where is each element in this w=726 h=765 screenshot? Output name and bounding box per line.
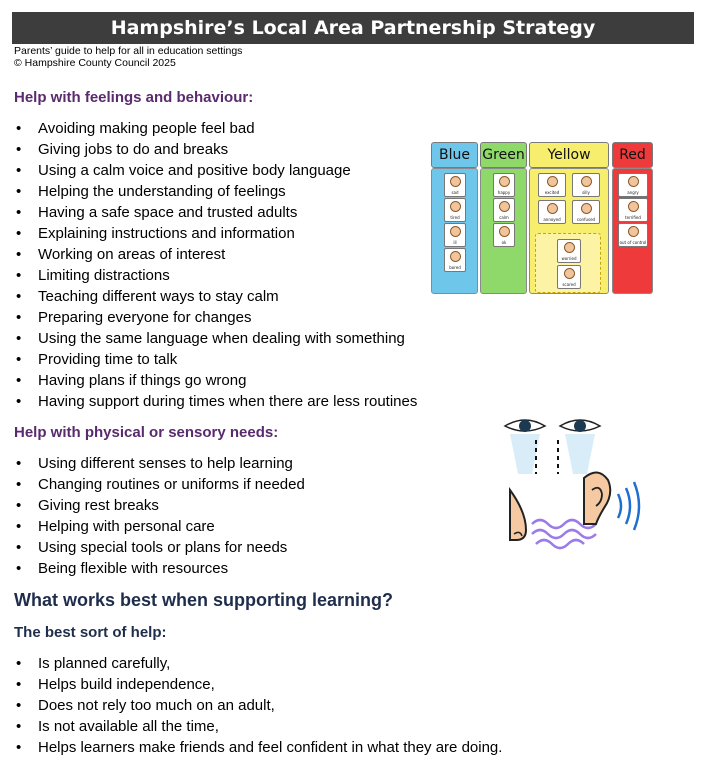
emotion-label: angry [627, 190, 639, 195]
zone-green-header: Green [480, 142, 527, 168]
zone-red-column [612, 142, 653, 294]
face-icon [499, 226, 510, 237]
emotion-label: happy [497, 190, 511, 195]
emotion-label: ill [453, 240, 457, 245]
face-icon [628, 201, 639, 212]
list-item: • Changing routines or uniforms if needed [14, 474, 305, 495]
ear-icon [584, 472, 639, 530]
yellow-subzone [535, 233, 601, 293]
emotion-card [444, 248, 466, 272]
emotion-label: bored [449, 265, 461, 270]
face-icon [499, 201, 510, 212]
emotion-card [444, 223, 466, 247]
emotion-card [493, 198, 515, 222]
list-item: • Using special tools or plans for needs [14, 537, 305, 558]
emotion-card [557, 239, 581, 263]
list-item: • Limiting distractions [14, 265, 417, 286]
emotion-card [444, 198, 466, 222]
emotion-label: out of control [619, 240, 647, 245]
emotion-card [618, 223, 648, 247]
emotion-card [493, 223, 515, 247]
emotion-label: excited [544, 190, 560, 195]
emotion-label: calm [499, 215, 509, 220]
subtitle: Parents’ guide to help for all in education settings [14, 45, 243, 57]
emotion-card [618, 173, 648, 197]
emotion-label: confused [576, 217, 596, 222]
emotion-label: annoyed [543, 217, 561, 222]
emotion-card [572, 200, 600, 224]
face-icon [450, 176, 461, 187]
emotion-label: scared [562, 282, 576, 287]
face-icon [450, 201, 461, 212]
emotion-card [538, 200, 566, 224]
emotion-label: silly [582, 190, 590, 195]
feelings-list [14, 118, 417, 412]
list-item: • Using a calm voice and positive body language [14, 160, 417, 181]
eyes-icon [505, 420, 600, 474]
emotion-card [538, 173, 566, 197]
zone-red-header: Red [612, 142, 653, 168]
face-icon [564, 268, 575, 279]
list-item: • Being flexible with resources [14, 558, 305, 579]
list-item: • Giving jobs to do and breaks [14, 139, 417, 160]
face-icon [450, 251, 461, 262]
face-icon [450, 226, 461, 237]
list-item: • Helps learners make friends and feel confident in what they are doing. [14, 737, 502, 758]
zone-green-column [480, 142, 527, 294]
emotion-label: tired [450, 215, 460, 220]
emotion-label: worried [561, 256, 577, 261]
feelings-heading: Help with feelings and behaviour: [14, 89, 254, 106]
emotion-card [618, 198, 648, 222]
emotion-label: terrified [625, 215, 641, 220]
page-banner-title: Hampshire’s Local Area Partnership Strategy [12, 12, 694, 44]
face-icon [581, 176, 592, 187]
list-item: • Using the same language when dealing with something [14, 328, 417, 349]
zone-yellow-header: Yellow [529, 142, 609, 168]
list-item: • Avoiding making people feel bad [14, 118, 417, 139]
emotion-card [493, 173, 515, 197]
learning-list [14, 653, 502, 758]
zone-blue-header: Blue [431, 142, 478, 168]
list-item: • Is planned carefully, [14, 653, 502, 674]
senses-illustration [500, 412, 650, 562]
sensory-list [14, 453, 305, 579]
list-item: • Explaining instructions and information [14, 223, 417, 244]
zone-red-body [612, 168, 653, 294]
list-item: • Having a safe space and trusted adults [14, 202, 417, 223]
emotion-card [444, 173, 466, 197]
list-item: • Is not available all the time, [14, 716, 502, 737]
face-icon [547, 203, 558, 214]
zone-blue-column [431, 142, 478, 294]
list-item: • Having support during times when there are less routines [14, 391, 417, 412]
copyright: © Hampshire County Council 2025 [14, 57, 176, 69]
list-item: • Helps build independence, [14, 674, 502, 695]
face-icon [581, 203, 592, 214]
list-item: • Working on areas of interest [14, 244, 417, 265]
zone-yellow-column [529, 142, 609, 294]
emotion-card [572, 173, 600, 197]
list-item: • Giving rest breaks [14, 495, 305, 516]
list-item: • Using different senses to help learning [14, 453, 305, 474]
emotion-card [557, 265, 581, 289]
list-item: • Providing time to talk [14, 349, 417, 370]
face-icon [628, 226, 639, 237]
face-icon [564, 242, 575, 253]
emotion-label: sad [451, 190, 459, 195]
list-item: • Helping with personal care [14, 516, 305, 537]
list-item: • Teaching different ways to stay calm [14, 286, 417, 307]
sensory-heading: Help with physical or sensory needs: [14, 424, 279, 441]
list-item: • Having plans if things go wrong [14, 370, 417, 391]
face-icon [628, 176, 639, 187]
list-item: • Preparing everyone for changes [14, 307, 417, 328]
zone-blue-body [431, 168, 478, 294]
face-icon [547, 176, 558, 187]
zone-green-body [480, 168, 527, 294]
zones-chart [431, 142, 655, 296]
emotion-label: ok [501, 240, 507, 245]
list-item: • Helping the understanding of feelings [14, 181, 417, 202]
list-item: • Does not rely too much on an adult, [14, 695, 502, 716]
learning-heading: What works best when supporting learning? [14, 590, 394, 610]
learning-subheading: The best sort of help: [14, 624, 167, 641]
face-icon [499, 176, 510, 187]
zone-yellow-body [529, 168, 609, 294]
